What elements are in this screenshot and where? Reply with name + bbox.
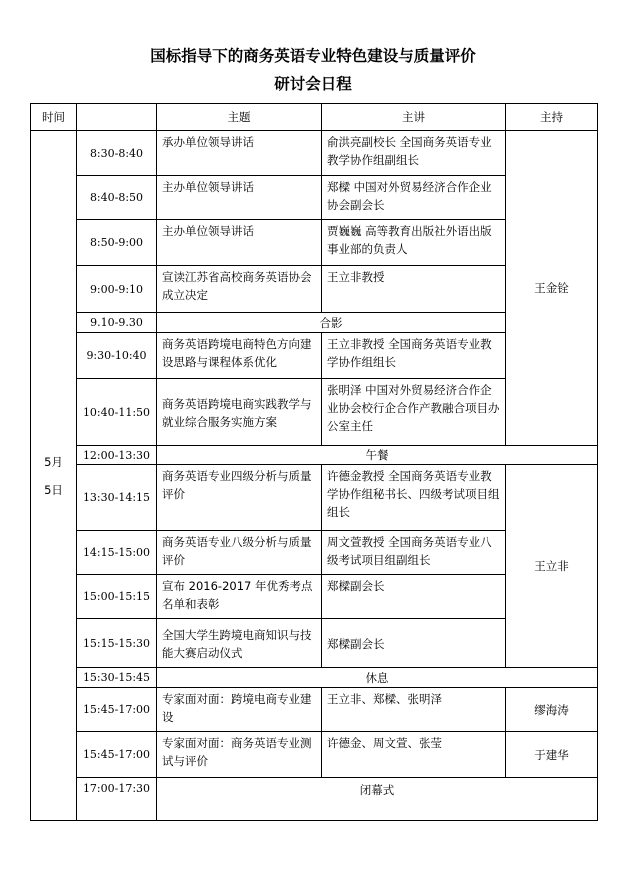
topic-cell: 全国大学生跨境电商知识与技能大赛启动仪式: [157, 619, 322, 668]
speaker-cell: 周文萱教授 全国商务英语专业八级考试项目组副组长: [322, 531, 506, 575]
speaker-cell: 王立非教授: [322, 266, 506, 313]
topic-cell: 商务英语跨境电商实践教学与就业综合服务实施方案: [157, 379, 322, 446]
table-row: [31, 668, 598, 688]
speaker-cell: 俞洪亮副校长 全国商务英语专业教学协作组副组长: [322, 131, 506, 176]
time-cell: 10:40-11:50: [77, 379, 157, 446]
group-photo-cell: 合影: [157, 313, 506, 333]
header-host: 主持: [506, 104, 598, 131]
closing-cell: 闭幕式: [157, 778, 598, 821]
table-row: [31, 465, 598, 531]
time-cell: 12:00-13:30: [77, 446, 157, 465]
time-cell: 15:30-15:45: [77, 668, 157, 688]
speaker-cell: 王立非教授 全国商务英语专业教学协作组组长: [322, 333, 506, 379]
time-cell: 9:30-10:40: [77, 333, 157, 379]
document-title: 国标指导下的商务英语专业特色建设与质量评价: [150, 47, 476, 65]
table-row: [31, 446, 598, 465]
topic-cell: 宣读江苏省高校商务英语协会成立决定: [157, 266, 322, 313]
speaker-cell: 郑樑 中国对外贸易经济合作企业协会副会长: [322, 176, 506, 220]
time-cell: 15:45-17:00: [77, 732, 157, 778]
topic-cell: 专家面对面：商务英语专业测试与评价: [157, 732, 322, 778]
time-cell: 15:45-17:00: [77, 688, 157, 732]
time-cell: 15:00-15:15: [77, 575, 157, 619]
speaker-cell: 张明泽 中国对外贸易经济合作企业协会校行企合作产教融合项目办公室主任: [322, 379, 506, 446]
time-cell: 17:00-17:30: [77, 778, 157, 821]
lunch-cell: 午餐: [157, 446, 598, 465]
time-cell: 9:00-9:10: [77, 266, 157, 313]
time-cell: 9.10-9.30: [77, 313, 157, 333]
speaker-cell: 许德金、周文萱、张莹: [322, 732, 506, 778]
host-cell-afternoon: 王立非: [506, 465, 598, 668]
day-cell: [31, 131, 77, 821]
topic-cell: 宣布 2016-2017 年优秀考点名单和表彰: [157, 575, 322, 619]
time-cell: 8:30-8:40: [77, 131, 157, 176]
table-row: [31, 688, 598, 732]
header-speaker: 主讲: [322, 104, 506, 131]
table-header-row: [31, 104, 598, 131]
table-row: [31, 778, 598, 821]
header-time: 时间: [31, 104, 77, 131]
topic-cell: 承办单位领导讲话: [157, 131, 322, 176]
topic-cell: 商务英语专业四级分析与质量评价: [157, 465, 322, 531]
topic-cell: 主办单位领导讲话: [157, 176, 322, 220]
topic-cell: 专家面对面：跨境电商专业建设: [157, 688, 322, 732]
topic-cell: 主办单位领导讲话: [157, 220, 322, 266]
host-cell: 缪海涛: [506, 688, 598, 732]
time-cell: 15:15-15:30: [77, 619, 157, 668]
header-topic: 主题: [157, 104, 322, 131]
speaker-cell: 贾巍巍 高等教育出版社外语出版事业部的负责人: [322, 220, 506, 266]
topic-cell: 商务英语跨境电商特色方向建设思路与课程体系优化: [157, 333, 322, 379]
day-label: 5月5日: [44, 454, 63, 497]
host-cell-morning: 王金铨: [506, 131, 598, 446]
time-cell: 8:50-9:00: [77, 220, 157, 266]
topic-cell: 商务英语专业八级分析与质量评价: [157, 531, 322, 575]
header-blank: [77, 104, 157, 131]
speaker-cell: 郑樑副会长: [322, 575, 506, 619]
speaker-cell: 郑樑副会长: [322, 619, 506, 668]
schedule-table: [30, 103, 598, 821]
time-cell: 14:15-15:00: [77, 531, 157, 575]
document-subtitle: 研讨会日程: [274, 75, 352, 93]
time-cell: 13:30-14:15: [77, 465, 157, 531]
time-cell: 8:40-8:50: [77, 176, 157, 220]
host-cell: 于建华: [506, 732, 598, 778]
speaker-cell: 王立非、郑樑、张明泽: [322, 688, 506, 732]
table-row: [31, 732, 598, 778]
speaker-cell: 许德金教授 全国商务英语专业教学协作组秘书长、四级考试项目组组长: [322, 465, 506, 531]
break-cell: 休息: [157, 668, 598, 688]
table-row: [31, 131, 598, 176]
